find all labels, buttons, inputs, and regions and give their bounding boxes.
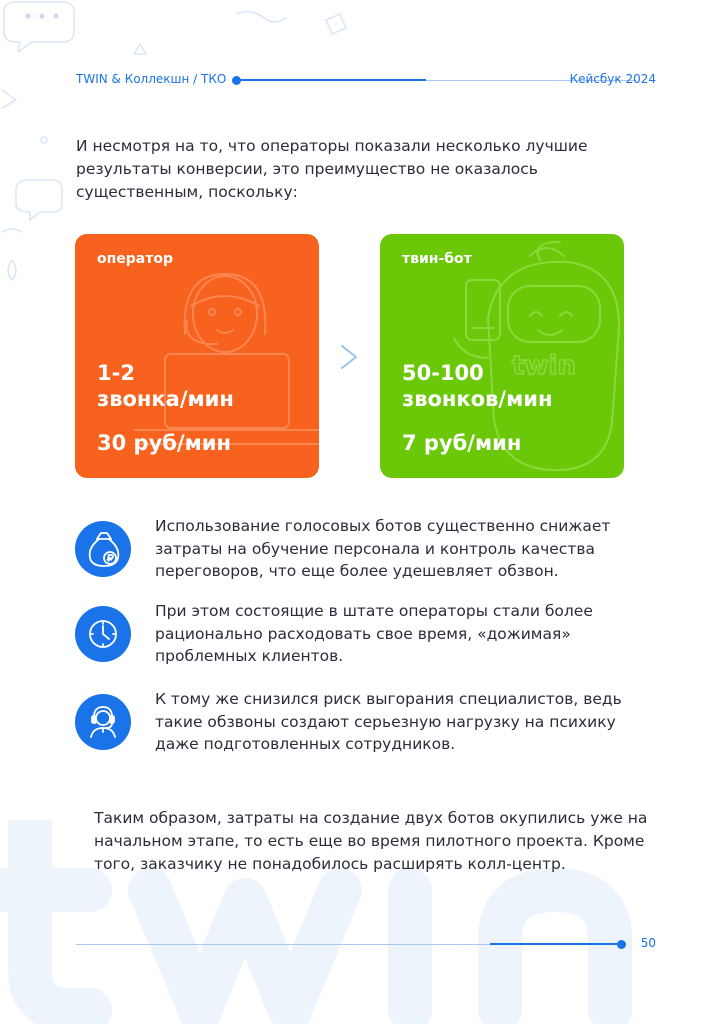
twin-logo-text: twin [512,351,576,381]
header-title: TWIN & Коллекшн / ТКО [76,72,227,86]
bot-card [380,234,624,478]
page-header [76,72,656,90]
header-casebook-label: Кейсбук 2024 [569,72,656,86]
operator-rate-value: 1-2 [97,361,135,385]
operator-label: оператор [97,251,174,267]
header-rule-accent [236,79,426,81]
conclusion-paragraph: Таким образом, затраты на создание двух ботов окупились уже на начальном этапе, то есть еще во время пилотного проекта. Кроме того, заказчику не понадобилось расширять колл-центр. [94,809,648,873]
operator-rate-unit: звонка/мин [97,387,234,411]
benefit-text: Использование голосовых ботов существенно снижает затраты на обучение персонала и контроль качества переговоров, что еще более удешевляет обзвон. [155,517,611,580]
operator-headset-icon [75,694,131,750]
clock-icon [75,606,131,662]
bot-label: твин-бот [402,251,472,267]
money-bag-icon [75,521,131,577]
page-number: 50 [640,936,656,950]
benefit-text: К тому же снизился риск выгорания специалистов, ведь такие обзвоны создают серьезную нагрузку на психику даже подготовленных сотрудников. [155,690,622,753]
chevron-right-icon [338,343,360,371]
bot-price: 7 руб/мин [402,431,522,455]
operator-price: 30 руб/мин [97,431,231,455]
footer-dot [617,940,626,949]
intro-paragraph: И несмотря на то, что операторы показали несколько лучшие результаты конверсии, это преимущество не оказалось существенным, поскольку: [76,137,588,201]
bot-rate [402,360,552,412]
page-footer [76,936,656,956]
operator-card [75,234,319,478]
header-dot [232,76,241,85]
benefit-text: При этом состоящие в штате операторы стали более рационально расходовать свое время, «дожимая» проблемных клиентов. [155,602,593,665]
footer-rule-accent [490,943,621,945]
bot-rate-value: 50-100 [402,361,484,385]
operator-rate [97,360,234,412]
bot-rate-unit: звонков/мин [402,387,553,411]
